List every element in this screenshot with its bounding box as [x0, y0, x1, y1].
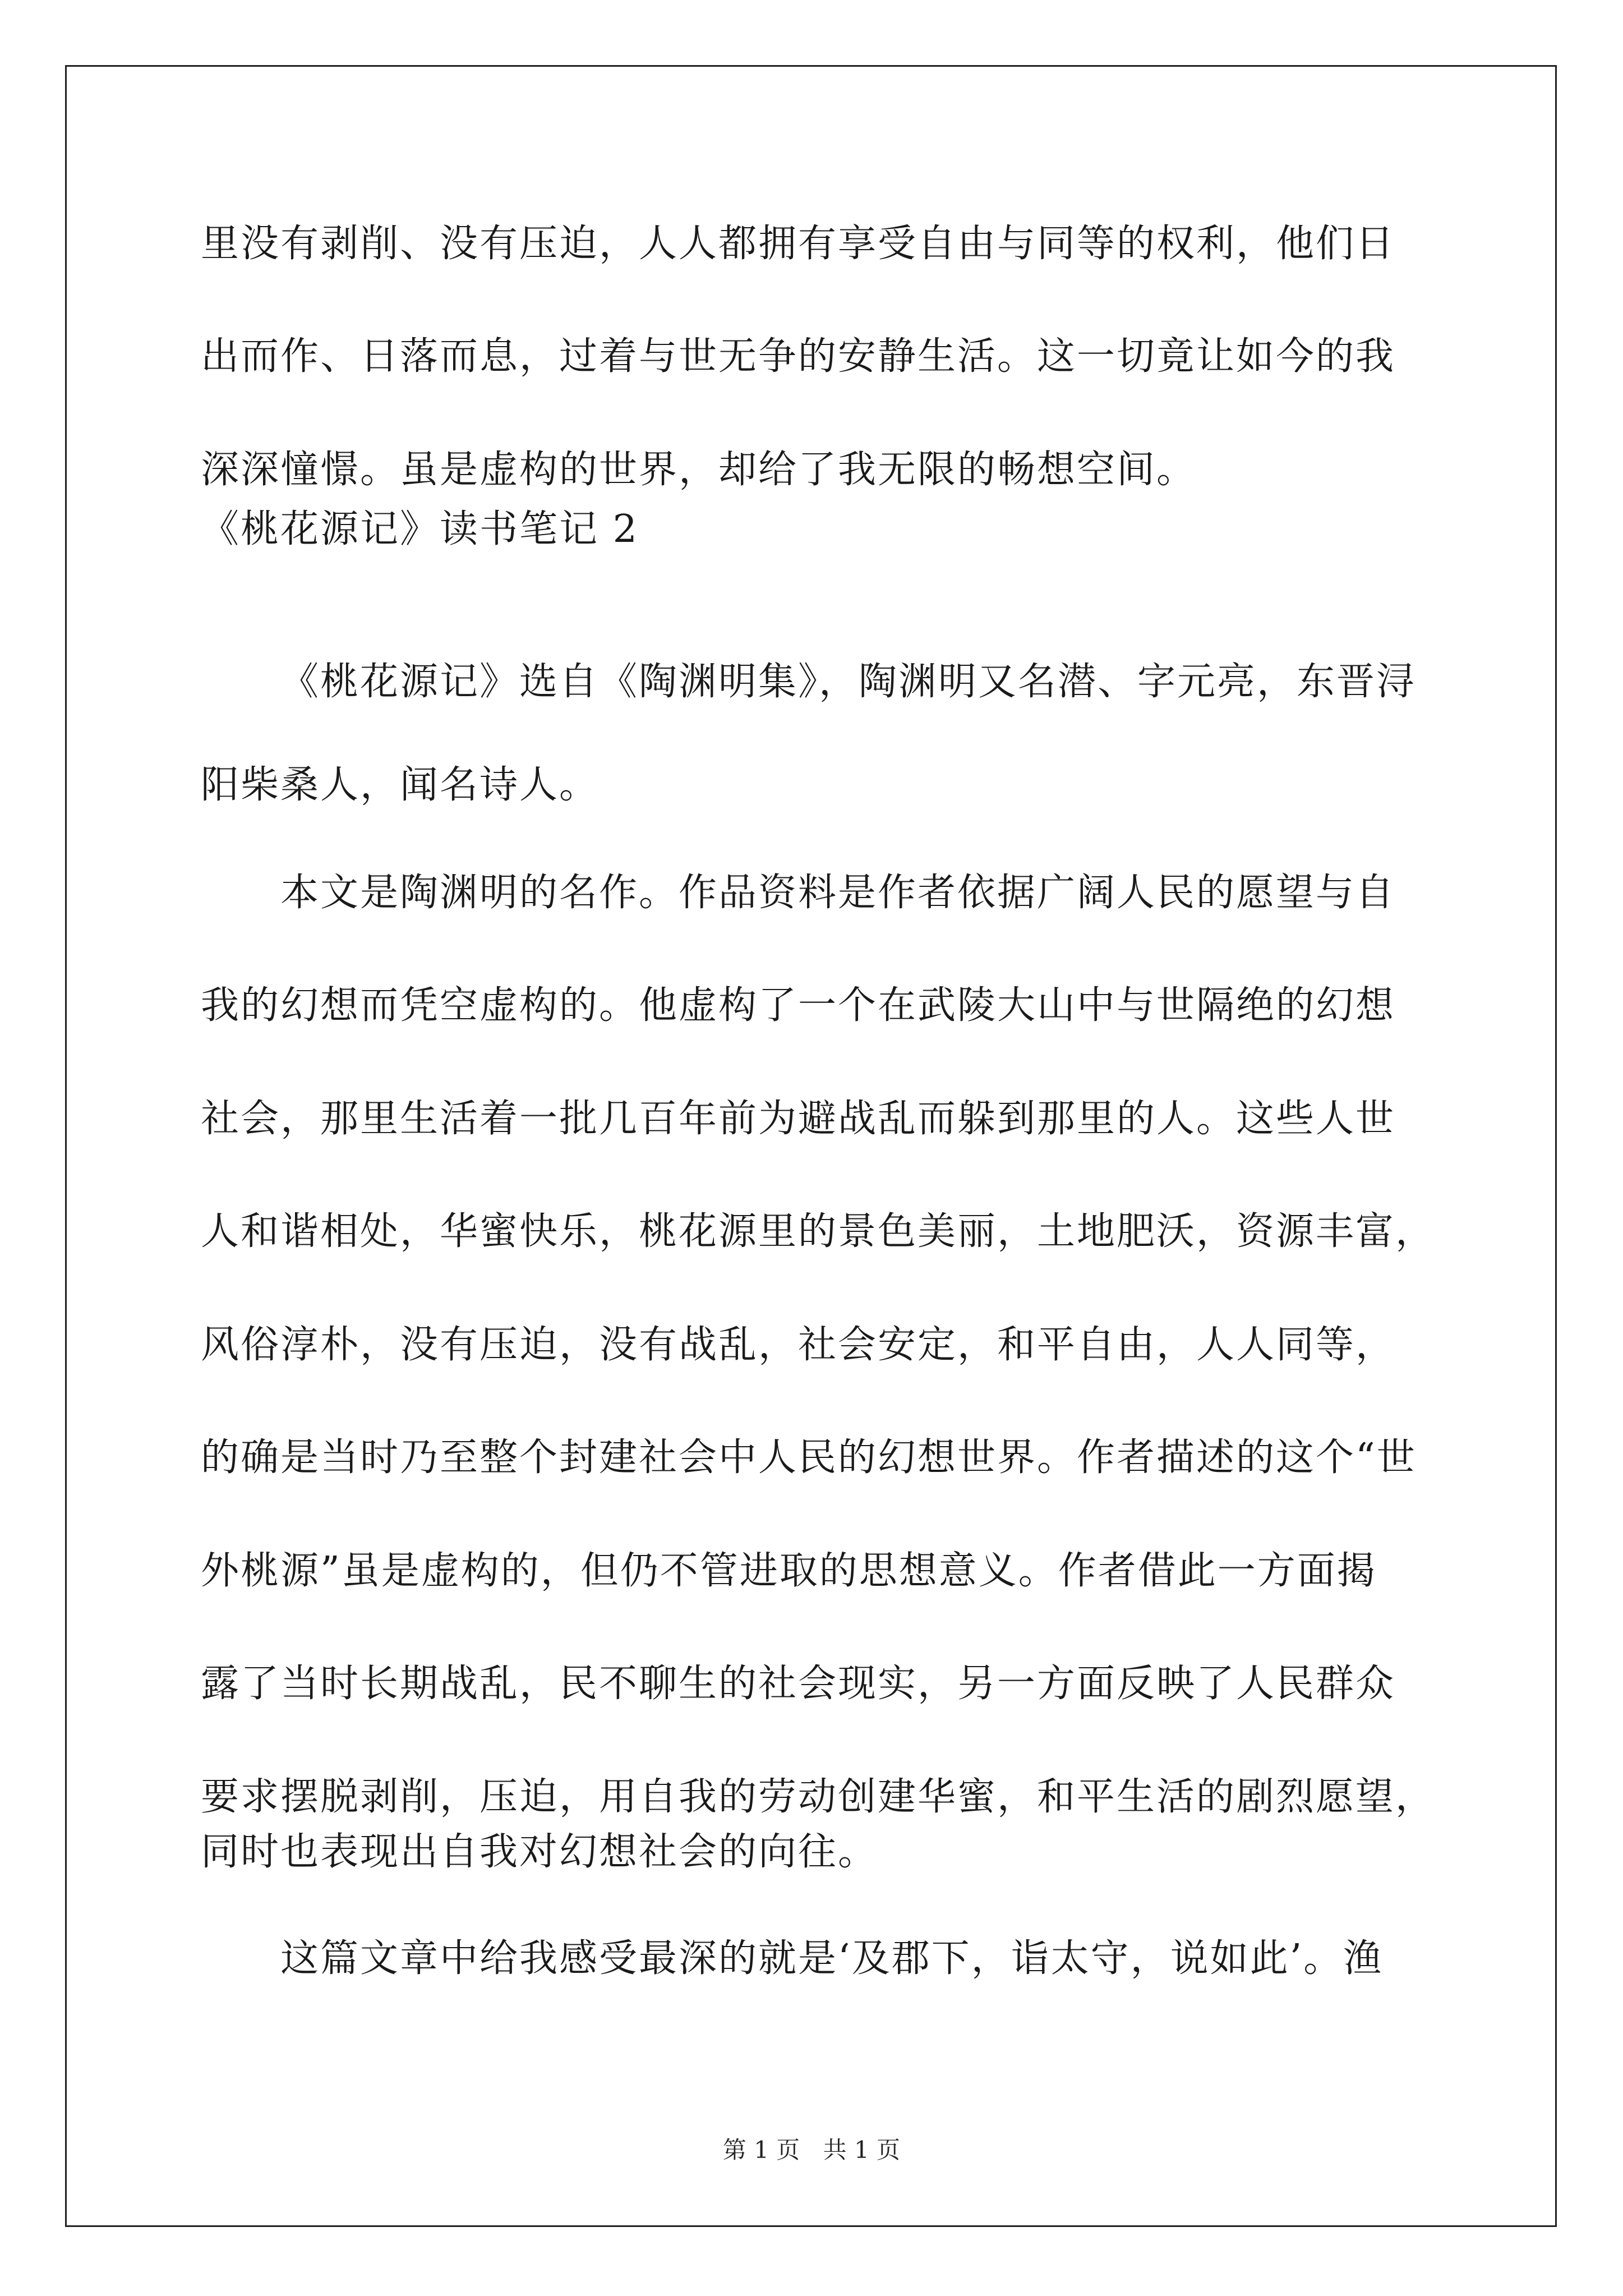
page-border [65, 65, 1557, 2227]
paragraph-line: 要求摆脱剥削，压迫，用自我的劳动创建华蜜，和平生活的剧烈愿望， [201, 1775, 1436, 1819]
paragraph-line: 《桃花源记》选自《陶渊明集》，陶渊明又名潜、字元亮，东晋浔 [280, 660, 1417, 704]
paragraph-line: 里没有剥削、没有压迫，人人都拥有享受自由与同等的权利，他们日 [201, 222, 1396, 266]
paragraph-line: 社会，那里生活着一批几百年前为避战乱而躲到那里的人。这些人世 [201, 1097, 1396, 1141]
paragraph-line: 阳柴桑人，闻名诗人。 [201, 763, 600, 807]
paragraph-line: 本文是陶渊明的名作。作品资料是作者依据广阔人民的愿望与自 [280, 871, 1396, 915]
paragraph-line: 深深憧憬。虽是虚构的世界，却给了我无限的畅想空间。 [201, 448, 1197, 492]
page-number: 第 1 页 [722, 2136, 800, 2164]
paragraph-line: 外桃源”虽是虚构的，但仍不管进取的思想意义。作者借此一方面揭 [201, 1549, 1377, 1593]
paragraph-line: 人和谐相处，华蜜快乐，桃花源里的景色美丽，土地肥沃，资源丰富， [201, 1209, 1436, 1254]
paragraph-line: 我的幻想而凭空虚构的。他虚构了一个在武陵大山中与世隔绝的幻想 [201, 983, 1396, 1028]
page-footer [0, 2136, 1623, 2164]
section-heading: 《桃花源记》读书笔记 2 [201, 507, 639, 551]
page-total: 共 1 页 [823, 2136, 901, 2164]
paragraph-line: 同时也表现出自我对幻想社会的向往。 [201, 1830, 878, 1874]
paragraph-line: 露了当时长期战乱，民不聊生的社会现实，另一方面反映了人民群众 [201, 1662, 1396, 1706]
paragraph-line: 风俗淳朴，没有压迫，没有战乱，社会安定，和平自由，人人同等， [201, 1323, 1396, 1367]
paragraph-line: 这篇文章中给我感受最深的就是‘及郡下，诣太守，说如此’。渔 [280, 1936, 1384, 1981]
paragraph-line: 的确是当时乃至整个封建社会中人民的幻想世界。作者描述的这个“世 [201, 1435, 1417, 1480]
paragraph-line: 出而作、日落而息，过着与世无争的安静生活。这一切竟让如今的我 [201, 334, 1396, 379]
